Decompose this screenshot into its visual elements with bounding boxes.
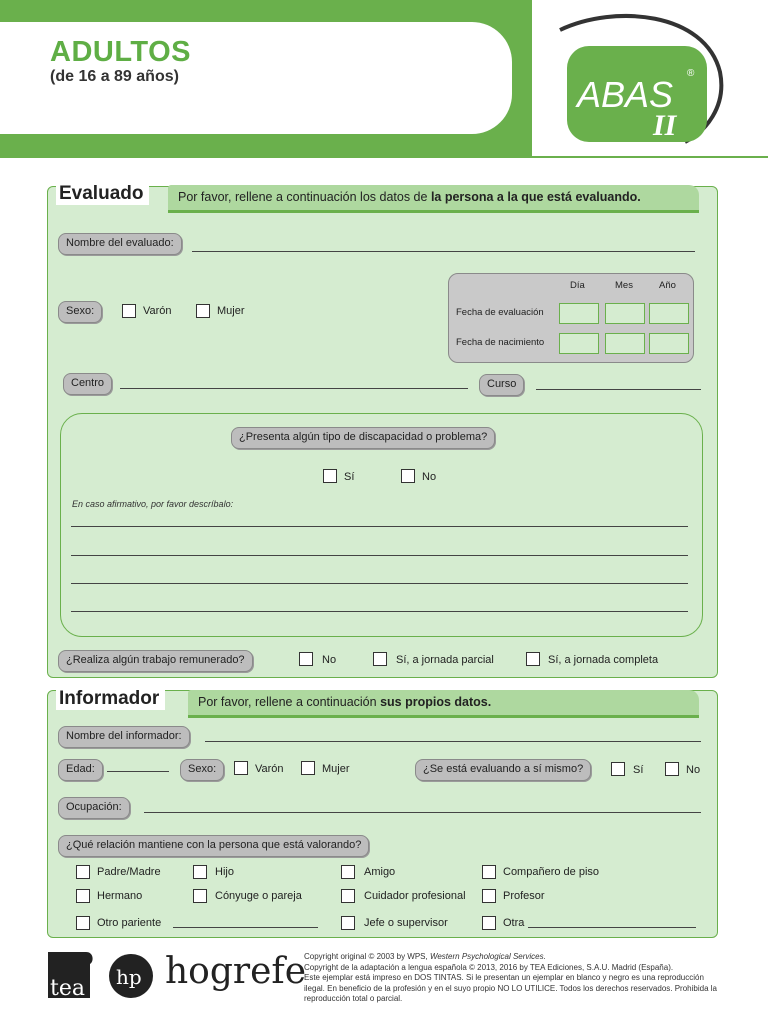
- informador-varon-label: Varón: [255, 763, 284, 775]
- jefe-label: Jefe o supervisor: [364, 917, 448, 929]
- evaluado-instructions-text: Por favor, rellene a continuación los datos de: [178, 190, 431, 204]
- discapacidad-box: [60, 413, 703, 637]
- profesor-label: Profesor: [503, 890, 545, 902]
- hijo-checkbox[interactable]: [193, 865, 207, 879]
- self-si-label: Sí: [633, 764, 644, 776]
- conyuge-label: Cónyuge o pareja: [215, 890, 302, 902]
- tea-logo: [46, 952, 94, 1000]
- header-divider: [530, 0, 532, 158]
- self-no-checkbox[interactable]: [665, 762, 679, 776]
- profesor-checkbox[interactable]: [482, 889, 496, 903]
- informador-varon-checkbox[interactable]: [234, 761, 248, 775]
- amigo-label: Amigo: [364, 866, 396, 878]
- mujer-label: Mujer: [217, 305, 245, 317]
- fecha-nacimiento-mes[interactable]: [605, 333, 645, 354]
- informador-instructions: [188, 690, 699, 718]
- varon-label: Varón: [143, 305, 172, 317]
- mujer-checkbox[interactable]: [196, 304, 210, 318]
- copyright-line-3: Este ejemplar está impreso en DOS TINTAS. Si le presentan un ejemplar en blanco y negro es una reproducción ilegal. En beneficio de la profesión y en el suyo propio NO LO UTILICE. Todos los derechos reservados. Prohibida la reproducción total o parcial.: [304, 973, 717, 1003]
- otro-pariente-label: Otro pariente: [97, 917, 162, 929]
- varon-checkbox[interactable]: [122, 304, 136, 318]
- edad-label: Edad:: [58, 759, 103, 781]
- hp-logo-text: hp: [116, 965, 142, 989]
- informador-mujer-label: Mujer: [322, 763, 350, 775]
- ocupacion-field[interactable]: [144, 812, 701, 813]
- evaluado-section: [47, 183, 718, 678]
- centro-label: Centro: [63, 373, 112, 395]
- amigo-checkbox[interactable]: [341, 865, 355, 879]
- companero-piso-label: Compañero de piso: [503, 866, 600, 878]
- hp-logo: [108, 953, 154, 999]
- fecha-evaluacion-label: Fecha de evaluación: [456, 307, 544, 318]
- fecha-nacimiento-label: Fecha de nacimiento: [456, 337, 545, 348]
- describir-label: En caso afirmativo, por favor descríbalo:: [72, 499, 234, 509]
- discapacidad-no-label: No: [422, 471, 437, 483]
- copyright-line-1a: Copyright original © 2003 by WPS,: [304, 952, 430, 961]
- abas-logo: [555, 12, 735, 152]
- date-header-mes: Mes: [615, 280, 633, 291]
- nombre-evaluado-label: Nombre del evaluado:: [58, 233, 182, 255]
- curso-field[interactable]: [536, 389, 701, 390]
- logo-roman: II: [653, 109, 677, 142]
- hogrefe-logo: hogrefe: [165, 951, 307, 992]
- nombre-informador-field[interactable]: [205, 741, 701, 742]
- page-title: ADULTOS: [50, 36, 191, 68]
- logo-registered: ®: [687, 68, 695, 79]
- describir-line-2[interactable]: [71, 555, 688, 556]
- informador-section: [47, 690, 718, 938]
- evaluado-instructions: [168, 185, 699, 213]
- otra-field[interactable]: [528, 927, 696, 928]
- trabajo-parcial-label: Sí, a jornada parcial: [396, 654, 494, 666]
- informador-title: Informador: [56, 688, 165, 710]
- describir-line-1[interactable]: [71, 526, 688, 527]
- self-si-checkbox[interactable]: [611, 762, 625, 776]
- informador-instructions-bold: sus propios datos.: [380, 695, 492, 709]
- date-box: [448, 273, 694, 363]
- padre-madre-checkbox[interactable]: [76, 865, 90, 879]
- date-header-ano: Año: [659, 280, 676, 291]
- header-rule: [530, 156, 768, 158]
- otra-checkbox[interactable]: [482, 916, 496, 930]
- otro-pariente-checkbox[interactable]: [76, 916, 90, 930]
- conyuge-checkbox[interactable]: [193, 889, 207, 903]
- hijo-label: Hijo: [215, 866, 234, 878]
- curso-label: Curso: [479, 374, 524, 396]
- tea-logo-text: tea: [50, 976, 85, 1000]
- sexo-evaluado-label: Sexo:: [58, 301, 102, 323]
- sexo-informador-label: Sexo:: [180, 759, 224, 781]
- trabajo-completa-label: Sí, a jornada completa: [548, 654, 659, 666]
- self-no-label: No: [686, 764, 701, 776]
- companero-piso-checkbox[interactable]: [482, 865, 496, 879]
- fecha-nacimiento-ano[interactable]: [649, 333, 689, 354]
- discapacidad-si-label: Sí: [344, 471, 355, 483]
- fecha-nacimiento-dia[interactable]: [559, 333, 599, 354]
- hermano-checkbox[interactable]: [76, 889, 90, 903]
- trabajo-parcial-checkbox[interactable]: [373, 652, 387, 666]
- trabajo-completa-checkbox[interactable]: [526, 652, 540, 666]
- copyright-notice: [304, 952, 720, 1005]
- cuidador-checkbox[interactable]: [341, 889, 355, 903]
- describir-line-4[interactable]: [71, 611, 688, 612]
- copyright-line-2: Copyright de la adaptación a lengua española © 2013, 2016 by TEA Ediciones, S.A.U. Madrid (España).: [304, 962, 674, 972]
- logo-text: ABAS: [577, 74, 674, 115]
- evaluado-title: Evaluado: [56, 183, 149, 205]
- date-header-dia: Día: [570, 280, 585, 291]
- cuidador-label: Cuidador profesional: [364, 890, 466, 902]
- edad-field[interactable]: [107, 771, 169, 772]
- copyright-line-1b: Western Psychological Services.: [429, 952, 546, 961]
- page-subtitle: (de 16 a 89 años): [50, 68, 179, 85]
- ocupacion-label: Ocupación:: [58, 797, 130, 819]
- informador-mujer-checkbox[interactable]: [301, 761, 315, 775]
- nombre-evaluado-field[interactable]: [192, 251, 695, 252]
- padre-madre-label: Padre/Madre: [97, 866, 161, 878]
- copyright-line-1: [304, 952, 720, 963]
- trabajo-no-label: No: [322, 654, 337, 666]
- nombre-informador-label: Nombre del informador:: [58, 726, 190, 748]
- trabajo-question: ¿Realiza algún trabajo remunerado?: [58, 650, 253, 672]
- fecha-evaluacion-dia[interactable]: [559, 303, 599, 324]
- otra-label: Otra: [503, 917, 525, 929]
- discapacidad-question: ¿Presenta algún tipo de discapacidad o problema?: [231, 427, 495, 449]
- discapacidad-si-checkbox[interactable]: [323, 469, 337, 483]
- evaluado-instructions-bold: la persona a la que está evaluando.: [430, 190, 641, 204]
- informador-instructions-text: Por favor, rellene a continuación: [198, 695, 381, 709]
- relacion-question: ¿Qué relación mantiene con la persona que está valorando?: [58, 835, 369, 857]
- describir-line-3[interactable]: [71, 583, 688, 584]
- jefe-checkbox[interactable]: [341, 916, 355, 930]
- centro-field[interactable]: [120, 388, 468, 389]
- otro-pariente-field[interactable]: [173, 927, 318, 928]
- fecha-evaluacion-mes[interactable]: [605, 303, 645, 324]
- trabajo-no-checkbox[interactable]: [299, 652, 313, 666]
- fecha-evaluacion-ano[interactable]: [649, 303, 689, 324]
- discapacidad-no-checkbox[interactable]: [401, 469, 415, 483]
- self-evaluation-question: ¿Se está evaluando a sí mismo?: [415, 759, 591, 781]
- hermano-label: Hermano: [97, 890, 143, 902]
